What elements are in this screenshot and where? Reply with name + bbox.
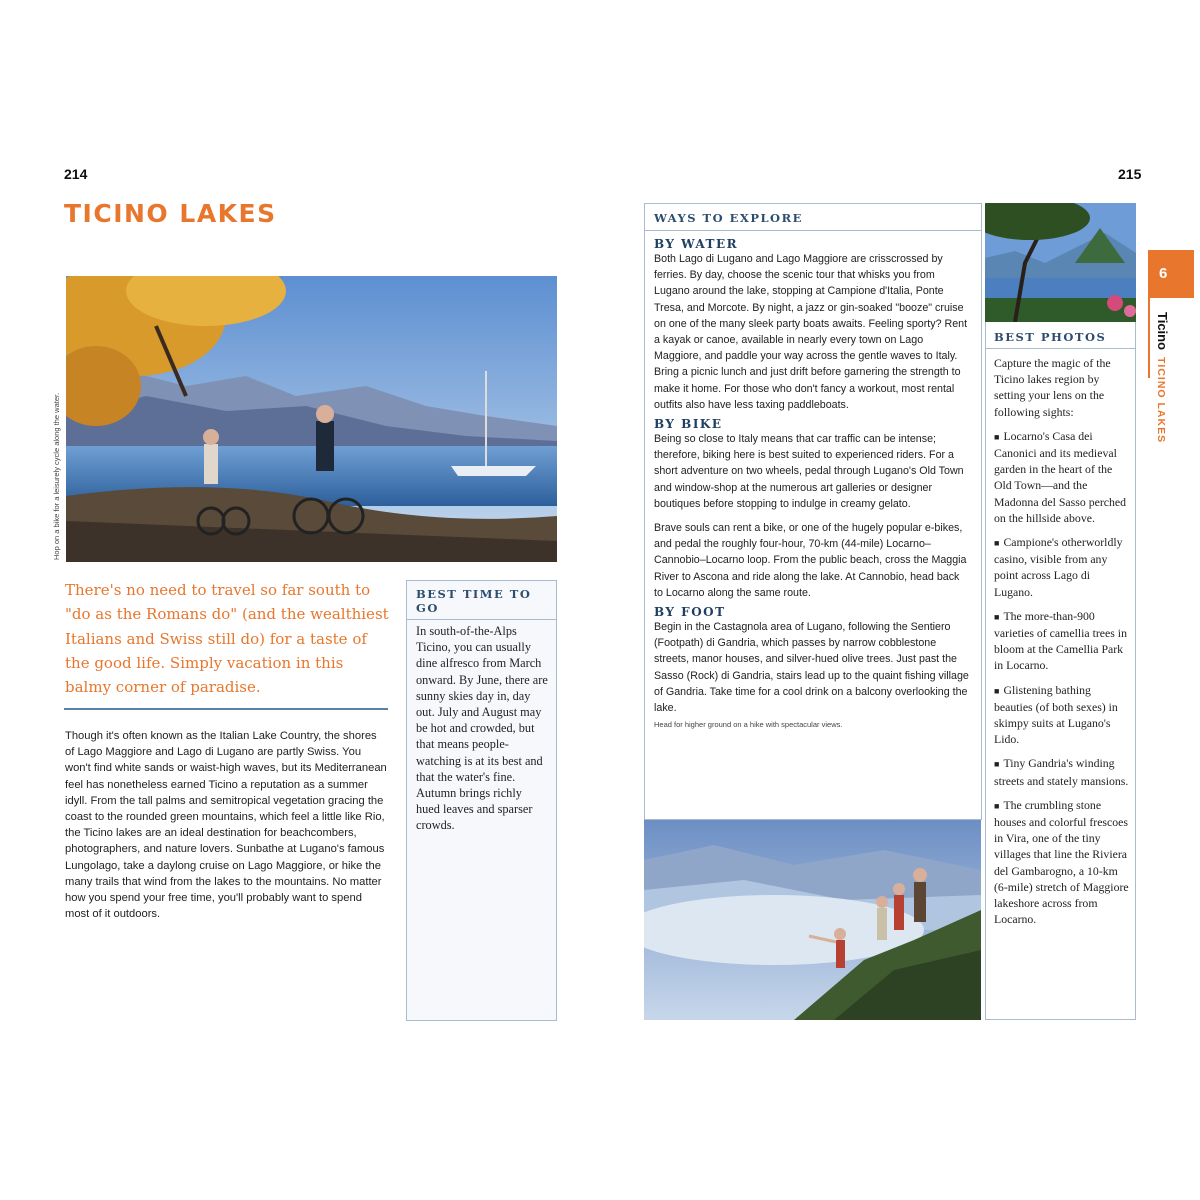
by-foot-text: Begin in the Castagnola area of Lugano, following the Sentiero (Footpath) di Gandria, which passes by narrow cobblestone streets, manor houses, and silver-hued olive trees. Just past the Sasso (Rock) di Gandria, stairs lead up to the quaint fishing village of Gandria. Take time for a cool drink on a balcony overlooking the lake. — [654, 621, 969, 715]
by-water-heading: BY WATER — [654, 237, 739, 251]
bullet-icon: ■ — [994, 685, 1000, 696]
chapter-region: Ticino — [1155, 312, 1170, 351]
best-time-text: In south-of-the-Alps Ticino, you can usually dine alfresco from March onward. By June, there are sunny skies day in, day out. July and August may be hot and crowded, but that means people-watching is at its best and that the water's fine. Autumn brings richly hued leaves and sparser crowds. — [416, 624, 548, 833]
bullet-icon: ■ — [994, 431, 1000, 442]
by-bike-text-2: Brave souls can rent a bike, or one of the hugely popular e-bikes, and pedal the roughly four-hour, 70-km (44-mile) Locarno–Cannobio–Locarno loop. From the public beach, cross the Maggia River to Ascona and ride along the lake. At Cannobio, head back to Locarno along the same route. — [654, 522, 967, 599]
best-time-sidebar — [406, 580, 557, 1021]
bullet-icon: ■ — [994, 538, 1000, 549]
by-water-text: Both Lago di Lugano and Lago Maggiore are crisscrossed by ferries. By day, choose the scenic tour that whisks you from Lugano around the lake, stopping at Campione d'Italia, Ponte Tresa, and Morcote. By night, a jazz or gin-soaked "booze" cruise on one of the many sleek party boats awaits. Feeling sporty? Rent a kayak or canoe, available in nearly every town on Lago Maggiore, and paddle your way across the gentle waves to Italy. Bring a picnic lunch and just drift before garnering the strength to make it home. For those who don't fancy a workout, most rental outfits also have less taxing paddleboats. — [654, 253, 968, 411]
best-photos-item — [994, 608, 1129, 674]
ways-heading: WAYS TO EXPLORE — [654, 211, 803, 225]
best-photos-intro: Capture the magic of the Ticino lakes region by setting your lens on the following sights: — [994, 356, 1111, 419]
photo-caption-hiking: Head for higher ground on a hike with spectacular views. — [654, 720, 843, 730]
bullet-icon: ■ — [994, 611, 1000, 622]
page-title: TICINO LAKES — [64, 199, 277, 228]
best-photos-item-text: The crumbling stone houses and colorful frescoes in Vira, one of the tiny villages that line the Riviera del Gambarogno, a 10-km (6-mile) stretch of Maggiore lakeshore across from Locarno. — [994, 797, 1129, 927]
best-photos-item-text: Campione's otherworldly casino, visible from any point across Lago di Lugano. — [994, 535, 1123, 599]
body-text: Though it's often known as the Italian Lake Country, the shores of Lago Maggiore and Lago di Lugano are partly Swiss. You won't find white sands or waist-high waves, but its Mediterranean feel has nonetheless earned Ticino a reputation as a summer idyll. From the tall palms and semitropical vegetation gracing the coast to the rounded green mountains, which feel a little like Rio, the Ticino lakes are an ideal destination for beachcombers, photographers, and nature lovers. Sunbathe at Lugano's famous Lungolago, take a daylong cruise on Lago Maggiore, or hike the many trails that wind from the lakes to the mountains. No matter how you spend your free time, you'll probably want to spend most of it outdoors. — [65, 730, 387, 921]
best-photos-item — [994, 797, 1129, 928]
best-photos-item-text: Locarno's Casa dei Canonici and its medieval garden in the heart of the Old Town—and the Madonna del Sasso perched on the hillside above. — [994, 428, 1127, 525]
by-bike-text-1: Being so close to Italy means that car traffic can be intense; therefore, biking here is best suited to experienced riders. For a short adventure on two wheels, pedal through Lugano's Old Town and window-shop at the numerous art galleries or designer boutiques before stopping to indulge in creamy gelato. — [654, 433, 964, 510]
best-time-heading: BEST TIME TO GO — [416, 587, 532, 615]
best-photos-item — [994, 534, 1129, 600]
by-bike-heading: BY BIKE — [654, 417, 723, 432]
bullet-icon: ■ — [994, 759, 1000, 770]
page-number-right: 215 — [1118, 166, 1142, 182]
best-photos-item — [994, 682, 1129, 748]
best-photos-item-text: Tiny Gandria's winding streets and stately mansions. — [994, 756, 1129, 788]
best-photos-item-text: The more-than-900 varieties of camellia trees in bloom at the Camellia Park in Locarno. — [994, 608, 1127, 673]
hiking-photo — [644, 820, 981, 1020]
ways-to-explore-sidebar — [644, 203, 982, 820]
chapter-section: TICINO LAKES — [1155, 357, 1167, 444]
bullet-icon: ■ — [994, 800, 1000, 811]
best-photos-sidebar — [985, 322, 1136, 1020]
intro-paragraph: There's no need to travel so far south to "do as the Romans do" (and the wealthiest Italians and Swiss still do) for a taste of the good life. Simply vacation in this balmy corner of paradise. — [65, 581, 389, 697]
chapter-rule — [1148, 298, 1150, 378]
page-number-left: 214 — [64, 166, 88, 182]
chapter-tab — [1148, 250, 1194, 298]
divider — [64, 708, 388, 710]
best-photos-heading: BEST PHOTOS — [994, 330, 1107, 344]
best-photos-item — [994, 755, 1129, 788]
chapter-number: 6 — [1159, 265, 1168, 282]
photo-caption-cycling: Hop on a bike for a leisurely cycle along the water. — [52, 392, 61, 560]
cycling-lakeside-photo — [66, 276, 557, 562]
best-photos-item — [994, 428, 1129, 526]
by-foot-heading: BY FOOT — [654, 605, 726, 620]
best-photos-item-text: Glistening bathing beauties (of both sexes) in skimpy suits at Lugano's Lido. — [994, 682, 1118, 747]
lake-tree-photo — [985, 203, 1136, 322]
